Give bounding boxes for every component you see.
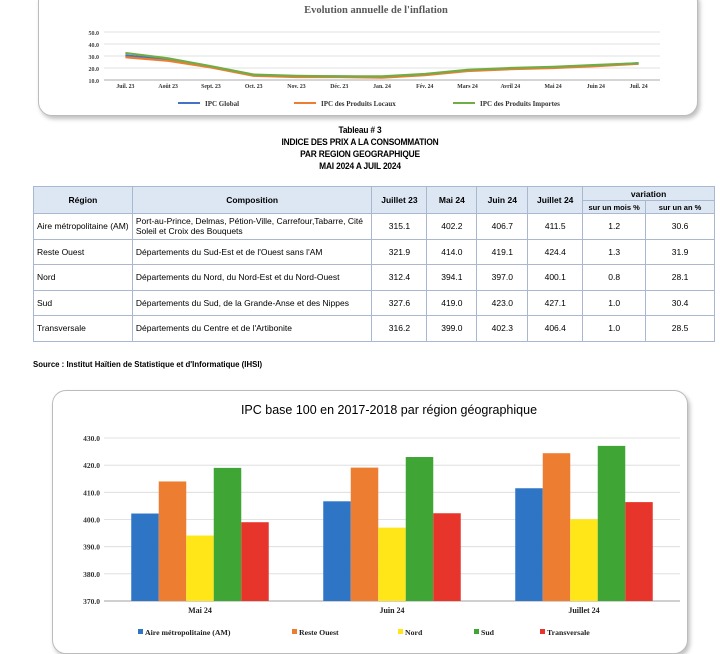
legend-swatch: [540, 629, 545, 634]
y-tick-label: 400.0: [83, 515, 100, 525]
legend-label: Reste Ouest: [299, 628, 339, 637]
y-tick-label: 10.0: [88, 79, 99, 85]
value-juillet-23: 321.9: [372, 239, 427, 265]
bar: [241, 522, 269, 601]
value-juillet-24: 427.1: [528, 290, 583, 316]
value-mai-24: 394.1: [427, 265, 477, 291]
value-juin-24: 423.0: [477, 290, 528, 316]
x-tick-label: Mai 24: [188, 606, 212, 615]
bar: [131, 514, 159, 601]
variation-month: 1.0: [583, 290, 646, 316]
bar: [378, 528, 406, 601]
header-yearly-change: sur un an %: [646, 201, 715, 214]
inflation-chart-title: Evolution annuelle de l'inflation: [304, 5, 448, 16]
variation-year: 30.6: [646, 214, 715, 240]
value-juillet-24: 400.1: [528, 265, 583, 291]
header-region: Région: [34, 187, 133, 214]
table-title-1: Tableau # 3: [338, 125, 382, 136]
composition-cell: Port-au-Prince, Delmas, Pétion-Ville, Carrefour,Tabarre, Cité Soleil et Croix des Bouquets: [132, 214, 372, 240]
variation-year: 31.9: [646, 239, 715, 265]
variation-month: 1.3: [583, 239, 646, 265]
composition-cell: Départements du Sud-Est et de l'Ouest sans l'AM: [132, 239, 372, 265]
value-juillet-24: 424.4: [528, 239, 583, 265]
y-tick-label: 410.0: [83, 488, 100, 498]
y-tick-label: 370.0: [83, 597, 100, 606]
y-tick-label: 30.0: [88, 55, 99, 61]
bar-chart-title: IPC base 100 en 2017-2018 par région géographique: [240, 403, 538, 417]
cpi-region-table: [33, 186, 715, 342]
bar: [186, 536, 214, 601]
x-tick-label: Juin 24: [379, 606, 405, 615]
value-mai-24: 399.0: [427, 316, 477, 342]
header-variation: variation: [583, 187, 715, 201]
y-tick-label: 430.0: [83, 434, 100, 443]
value-mai-24: 414.0: [427, 239, 477, 265]
legend-label: IPC Global: [205, 100, 240, 108]
variation-month: 0.8: [583, 265, 646, 291]
x-tick-label: Juil. 24: [629, 84, 648, 90]
table-row: [34, 265, 715, 291]
region-cell: Sud: [34, 290, 133, 316]
y-tick-label: 420.0: [83, 461, 100, 471]
composition-cell: Départements du Centre et de l'Artibonite: [132, 316, 372, 342]
legend-swatch: [474, 629, 479, 634]
table-title-3: PAR REGION GEOGRAPHIQUE: [300, 149, 420, 160]
bar: [543, 453, 571, 601]
y-tick-label: 40.0: [88, 43, 99, 49]
table-row: [34, 290, 715, 316]
region-cell: Reste Ouest: [34, 239, 133, 265]
header-monthly-change: sur un mois %: [583, 201, 646, 214]
table-row: [34, 214, 715, 240]
x-tick-label: Avril 24: [500, 84, 521, 90]
value-juin-24: 402.3: [477, 316, 528, 342]
header-juillet-24: Juillet 24: [528, 187, 583, 214]
variation-year: 28.5: [646, 316, 715, 342]
legend-label: Transversale: [547, 628, 590, 637]
value-juillet-24: 406.4: [528, 316, 583, 342]
bar: [406, 457, 434, 601]
value-juillet-23: 315.1: [372, 214, 427, 240]
value-juillet-23: 312.4: [372, 265, 427, 291]
bar: [515, 488, 543, 601]
y-tick-label: 390.0: [83, 542, 100, 552]
bar: [625, 502, 653, 601]
cpi-bar-chart: [0, 390, 720, 646]
y-tick-label: 50.0: [88, 31, 99, 37]
table-row: [34, 316, 715, 342]
x-tick-label: Juillet 24: [568, 606, 600, 615]
value-juillet-24: 411.5: [528, 214, 583, 240]
value-mai-24: 419.0: [427, 290, 477, 316]
value-juin-24: 419.1: [477, 239, 528, 265]
x-tick-label: Juil. 23: [116, 84, 135, 90]
table-row: [34, 239, 715, 265]
x-tick-label: Juin 24: [586, 84, 605, 90]
variation-month: 1.0: [583, 316, 646, 342]
header-mai-24: Mai 24: [427, 187, 477, 214]
variation-year: 30.4: [646, 290, 715, 316]
y-tick-label: 20.0: [88, 67, 99, 73]
x-tick-label: Oct. 23: [244, 84, 263, 90]
x-tick-label: Fév. 24: [416, 84, 434, 90]
x-tick-label: Mai 24: [544, 84, 562, 90]
value-juillet-23: 327.6: [372, 290, 427, 316]
x-tick-label: Sept. 23: [201, 84, 221, 90]
region-cell: Nord: [34, 265, 133, 291]
bar: [570, 519, 598, 601]
x-tick-label: Jan. 24: [373, 84, 391, 90]
region-cell: Aire métropolitaine (AM): [34, 214, 133, 240]
variation-year: 28.1: [646, 265, 715, 291]
value-juin-24: 406.7: [477, 214, 528, 240]
legend-swatch: [292, 629, 297, 634]
bar: [598, 446, 626, 601]
variation-month: 1.2: [583, 214, 646, 240]
x-tick-label: Août 23: [158, 84, 178, 90]
composition-cell: Départements du Nord, du Nord-Est et du Nord-Ouest: [132, 265, 372, 291]
region-cell: Transversale: [34, 316, 133, 342]
legend-swatch: [398, 629, 403, 634]
x-tick-label: Déc. 23: [330, 84, 349, 90]
table-title-2: INDICE DES PRIX A LA CONSOMMATION: [281, 137, 439, 148]
bar: [323, 501, 351, 601]
bar: [433, 513, 461, 601]
legend-label: IPC des Produits Importes: [480, 100, 560, 108]
table-title-4: MAI 2024 A JUIL 2024: [319, 161, 401, 172]
series-line-2: [125, 53, 638, 76]
value-juillet-23: 316.2: [372, 316, 427, 342]
bar: [214, 468, 242, 601]
header-juillet-23: Juillet 23: [372, 187, 427, 214]
x-tick-label: Nov. 23: [287, 84, 306, 90]
bar: [351, 468, 379, 601]
legend-label: Sud: [481, 628, 495, 637]
composition-cell: Départements du Sud, de la Grande-Anse et des Nippes: [132, 290, 372, 316]
legend-label: Nord: [405, 628, 423, 637]
x-tick-label: Mars 24: [457, 84, 478, 90]
header-composition: Composition: [132, 187, 372, 214]
table-source: Source : Institut Haïtien de Statistique et d'Informatique (IHSI): [33, 359, 263, 369]
inflation-line-chart: [0, 0, 720, 115]
legend-label: IPC des Produits Locaux: [321, 100, 396, 108]
bar: [159, 481, 187, 601]
value-mai-24: 402.2: [427, 214, 477, 240]
header-juin-24: Juin 24: [477, 187, 528, 214]
y-tick-label: 380.0: [83, 569, 100, 579]
legend-label: Aire métropolitaine (AM): [145, 628, 231, 637]
legend-swatch: [138, 629, 143, 634]
value-juin-24: 397.0: [477, 265, 528, 291]
